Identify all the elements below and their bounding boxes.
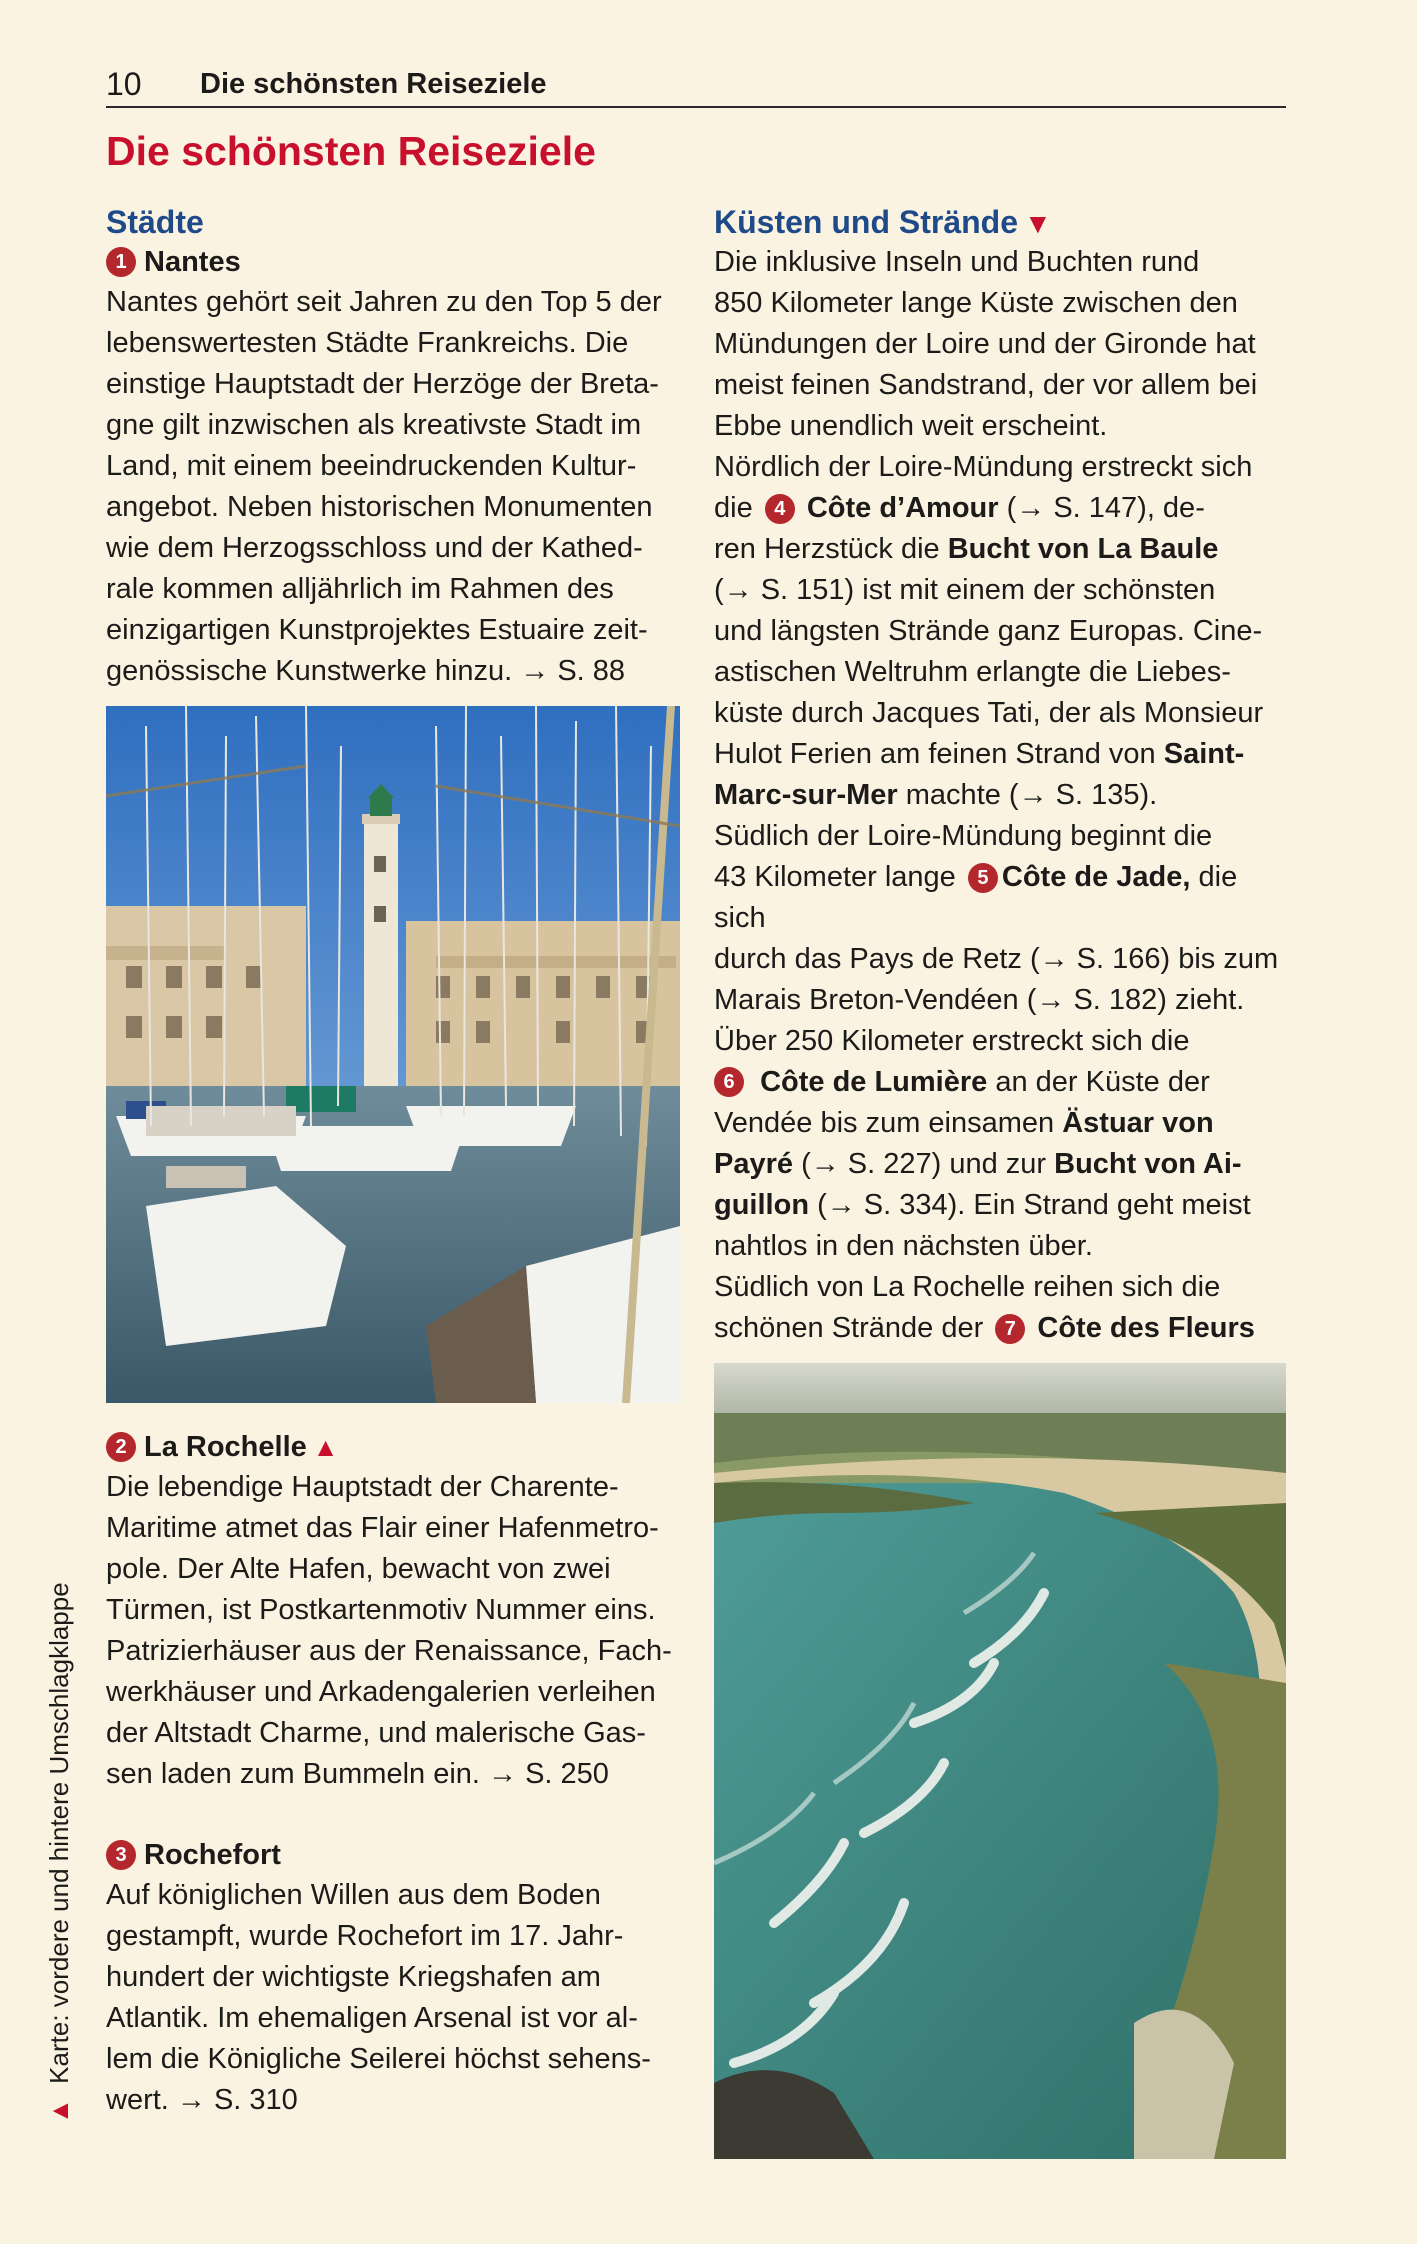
number-badge: 4: [765, 494, 795, 524]
entry-title-nantes: 1 Nantes: [106, 242, 680, 282]
page-title: Die schönsten Reiseziele: [106, 128, 596, 174]
coast-aerial-photo: [714, 1363, 1286, 2159]
number-badge: 7: [995, 1314, 1025, 1344]
number-badge: 2: [106, 1432, 136, 1462]
section-heading-coasts: Küsten und Strände ▼: [714, 204, 1052, 240]
triangle-icon: ▲: [44, 2098, 74, 2124]
number-badge: 3: [106, 1840, 136, 1870]
page-number: 10: [106, 66, 142, 102]
coast-paragraph-5: Südlich von La Rochelle reihen sich die schönen Strände der 7 Côte des Fleurs: [714, 1271, 1255, 1344]
left-column: [106, 202, 680, 2121]
running-header: [106, 66, 1286, 108]
entry-text-rochefort: Auf königlichen Willen aus dem Boden gestampft, wurde Rochefort im 17. Jahr- hundert der wichtigste Kriegshafen am Atlantik. Im ehemaligen Arsenal ist vor al- lem die Königliche Seilerei höchst sehens- wert. → S. 310: [106, 1879, 651, 2116]
harbour-photo: [106, 706, 680, 1403]
entry-title-la-rochelle: 2 La Rochelle ▲: [106, 1427, 680, 1467]
number-badge: 5: [968, 863, 998, 893]
down-triangle-icon: ▼: [1024, 208, 1052, 239]
number-badge: 1: [106, 247, 136, 277]
section-heading-cities: Städte: [106, 204, 204, 240]
running-title: Die schönsten Reiseziele: [200, 68, 547, 100]
entry-title-rochefort: 3 Rochefort: [106, 1835, 680, 1875]
entry-text-nantes: Nantes gehört seit Jahren zu den Top 5 der lebenswertesten Städte Frankreichs. Die einstige Hauptstadt der Herzöge der Breta- gne gilt inzwischen als kreativste Stadt im Land, mit einem beeindruckenden Kultur- angebot. Neben historischen Monumenten wie dem Herzogsschloss und der Kathed- rale kommen alljährlich im Rahmen des einzigartigen Kunstprojektes Estuaire zeit- genössische Kunstwerke hinzu. → S. 88: [106, 286, 662, 687]
coast-paragraph-1: Die inklusive Inseln und Buchten rund 850 Kilometer lange Küste zwischen den Mündungen der Loire und der Gironde hat meist feinen Sandstrand, der vor allem bei Ebbe unendlich weit erscheint.: [714, 246, 1258, 442]
coast-paragraph-4: Über 250 Kilometer erstreckt sich die 6 Côte de Lumière an der Küste der Vendée bis zum einsamen Ästuar von Payré (→ S. 227) und zur Bucht von Ai- guillon (→ S. 334). Ein Strand geht meist nahtlos in den nächsten über.: [714, 1025, 1251, 1262]
side-map-reference: ▲ Karte: vordere und hintere Umschlagklappe: [44, 1582, 74, 2124]
number-badge: 6: [714, 1067, 744, 1097]
entry-text-la-rochelle: Die lebendige Hauptstadt der Charente- Maritime atmet das Flair einer Hafenmetro- pole. Der Alte Hafen, bewacht von zwei Türmen, ist Postkartenmotiv Nummer eins. Patrizierhäuser aus der Renaissance, Fach- werkhäuser und Arkadengalerien verleihen der Altstadt Charme, und malerische Gas- sen laden zum Bummeln ein. → S. 250: [106, 1471, 672, 1790]
map-triangle-icon: ▲: [312, 1432, 339, 1462]
coast-paragraph-3: Südlich der Loire-Mündung beginnt die 43 Kilometer lange 5 Côte de Jade, die sich durch das Pays de Retz (→ S. 166) bis zum Marais Breton-Vendéen (→ S. 182) zieht.: [714, 820, 1279, 1016]
right-column: [714, 202, 1286, 2159]
coast-paragraph-2: Nördlich der Loire-Mündung erstreckt sich die 4 Côte d’Amour (→ S. 147), de- ren Herzstück die Bucht von La Baule (→ S. 151) ist mit einem der schönsten und längsten Strände ganz Europas. Cine- astischen Weltruhm erlangte die Liebes- küste durch Jacques Tati, der als Monsieur Hulot Ferien am feinen Strand von Saint- Marc-sur-Mer machte (→ S. 135).: [714, 451, 1264, 811]
